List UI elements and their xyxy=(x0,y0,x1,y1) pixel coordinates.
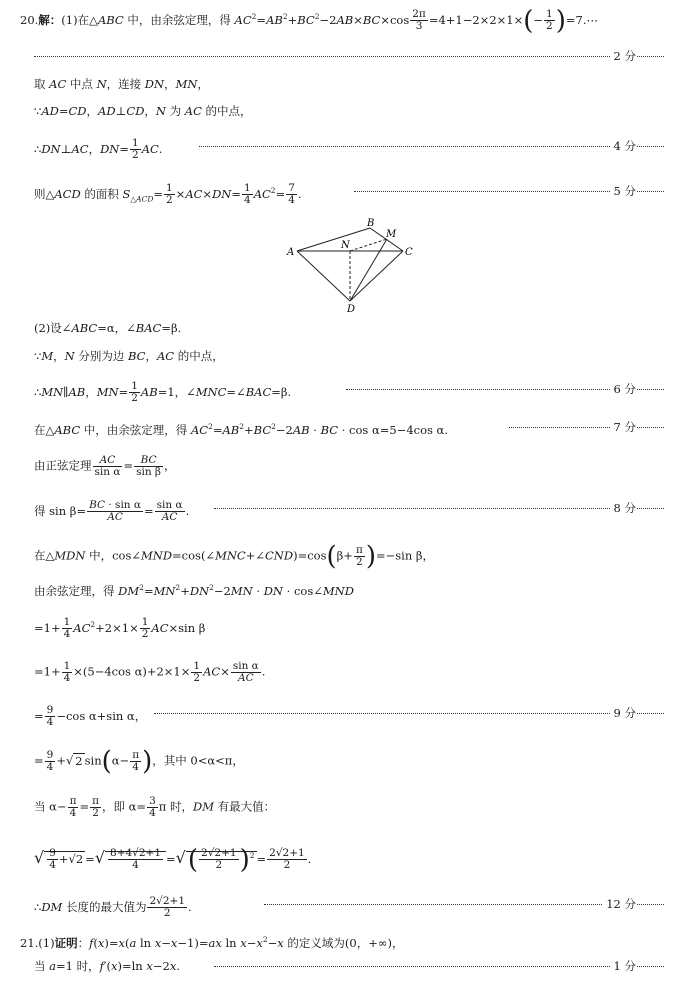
score-1: 1 分 xyxy=(611,958,636,974)
score-6: 6 分 xyxy=(611,381,636,397)
fig-label-n: N xyxy=(341,240,350,251)
q20-line-4: ∴DN⊥AC，DN= $\frac{1}{2}$ AC. 4 分 xyxy=(34,138,664,161)
q20-line-14: =1+ $\frac{1}{4}$ $AC^2+2\times 1\times$ $\frac{1}{2}$ AC×sin β xyxy=(34,616,206,641)
q20-line-8: ∴MN∥AB，MN= $\frac{1}{2}$ AB=1，∠MNC=∠BAC=β. 6 分 xyxy=(34,381,664,404)
q20-line-6: (2)设∠ABC=α，∠BAC=β. xyxy=(34,321,182,335)
q20-line-19: √ $\frac{9}{4}$ +√2 =√ $\frac{8+4√2+1}{4}$ =√( $\frac{2√2+1}{2}$ )$^2$ = $\frac{2√2+1}{2}$ . xyxy=(34,844,312,875)
q20-line-9: 在△ABC 中，由余弦定理，得 $AC^2=AB^2+BC^2-2AB$ · BC · cos α=5−4cos α. 7 分 xyxy=(34,419,664,438)
q20-line-20: ∴DM 长度的最大值为 $\frac{2√2+1}{2}$ . 12 分 xyxy=(34,896,664,919)
score-2: 2 分 xyxy=(611,48,636,64)
q21-label: 21. xyxy=(20,935,39,950)
fig-label-b: B xyxy=(367,218,375,229)
q20-line-12: 在△MDN 中，cos∠MND=cos(∠MNC+∠CND)=cos(β+ $\frac{\pi}{2}$ )=−sin β， xyxy=(34,541,435,572)
q20-label: 20. xyxy=(20,12,39,27)
q20-jie: 解： xyxy=(38,12,62,27)
fig-label-d: D xyxy=(347,304,356,315)
fig-label-c: C xyxy=(405,247,413,258)
q20-line-15: =1+ $\frac{1}{4}$ ×(5−4cos α)+2×1× $\frac{1}{2}$ AC× $\frac{\text{sin α}}{AC}$ . xyxy=(34,660,266,684)
q20-line-17: = $\frac{9}{4}$ +√ 2 sin(α− $\frac{\pi}{4}$ )，其中 0<α<π， xyxy=(34,746,244,777)
q20-line-2: 取 AC 中点 N，连接 DN，MN， xyxy=(34,77,209,91)
q20-line-16: = $\frac{9}{4}$ −cos α+sin α， 9 分 xyxy=(34,705,664,728)
fig-label-a: A xyxy=(287,247,295,258)
score-8: 8 分 xyxy=(611,500,636,516)
score-9: 9 分 xyxy=(611,705,636,721)
q21-line-1: 21.(1)证明：f(x)=x(a ln x−x−1)=ax $\ln x-x^2-x$ 的定义域为(0，+∞)， xyxy=(20,935,404,950)
q21-line-2: 当 a=1 时，f′(x)=ln x−2x. 1 分 xyxy=(34,958,664,974)
q20-line-3: ∵AD=CD，AD⊥CD，N 为 AC 的中点， xyxy=(34,104,252,118)
q20-line-1: 20.解：(1)在△ABC 中，由余弦定理，得 $AC^2=AB^2+BC^2-2AB\times BC\times\cos$ $\frac{2\pi}{3}$ =4+1−2×2×1×(− $\frac{1}{2}$ )=7.⋯ xyxy=(20,5,598,36)
q20-line-5: 则△ACD 的面积 $S_{\triangle ACD}=$ $\frac{1}{2}$ ×AC×DN= $\frac{1}{4}$ $AC^2=$ $\frac{7}{4}$ . 5 分 xyxy=(34,183,664,207)
q20-line-10: 由正弦定理 $\frac{AC}{\text{sin α}}$ = $\frac{BC}{\text{sin β}}$ ， xyxy=(34,454,176,478)
q20-line-18: 当 α− $\frac{\pi}{4}$ = $\frac{\pi}{2}$ ，即 α= $\frac{3}{4}$ π 时，DM 有最大值： xyxy=(34,795,276,819)
score-4: 4 分 xyxy=(611,138,636,154)
score-7: 7 分 xyxy=(611,419,636,435)
q20-line-7: ∵M，N 分别为边 BC，AC 的中点， xyxy=(34,349,224,363)
score-5: 5 分 xyxy=(611,183,636,199)
geometry-figure xyxy=(285,215,415,315)
q20-line-11: 得 sin β= $\frac{\text{BC · sin α}}{AC}$ = $\frac{\text{sin α}}{AC}$ . 8 分 xyxy=(34,500,664,523)
fig-label-m: M xyxy=(386,229,397,240)
score-12: 12 分 xyxy=(603,896,636,912)
q20-line-13: 由余弦定理，得 $DM^2=MN^2+DN^2-2MN$ · DN · cos∠MND xyxy=(34,583,354,598)
